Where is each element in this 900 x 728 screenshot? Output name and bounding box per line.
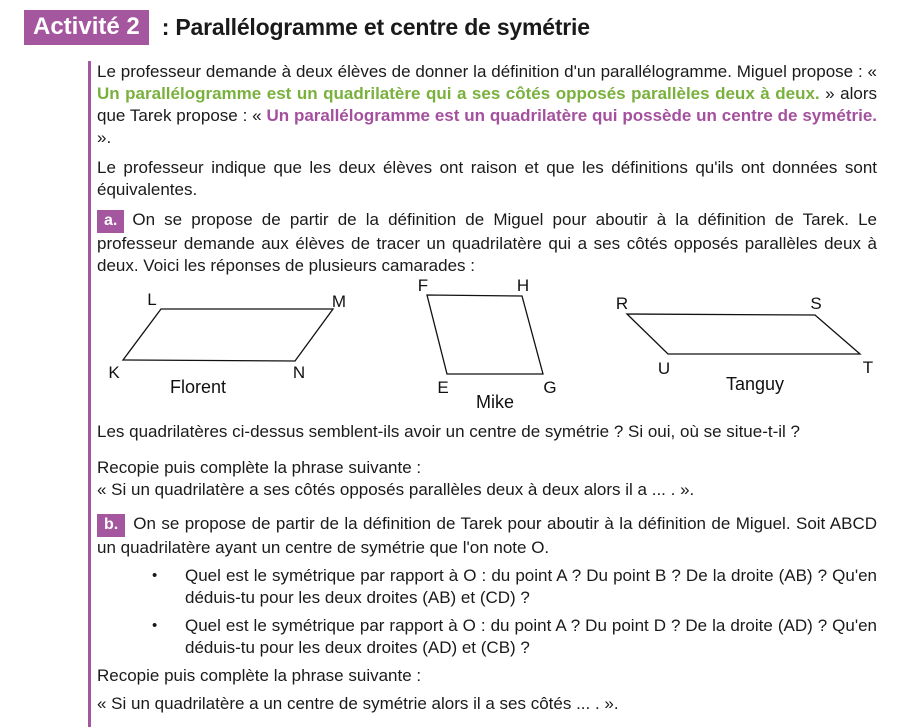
bullet-text-1: Quel est le symétrique par rapport à O : du point A ? Du point B ? De la droite (AB) ? Qu'en déduis-tu pour les deux droites (AB) et (CD) ? (185, 566, 877, 607)
intro-text-after: ». (97, 128, 112, 147)
vertex-label-N: N (292, 363, 306, 382)
vertex-label-E: E (437, 378, 449, 397)
equivalence-paragraph: Le professeur indique que les deux élèves ont raison et que les définitions qu'ils ont données sont équivalentes. (97, 158, 877, 199)
mike-parallelogram (427, 295, 543, 374)
section-a-badge: a. (97, 210, 124, 233)
bullet-icon: • (152, 617, 158, 634)
vertex-label-K: K (108, 363, 120, 382)
vertex-label-T: T (862, 358, 874, 377)
miguel-definition: Un parallélogramme est un quadrilatère qui a ses côtés opposés parallèles deux à deux. (97, 84, 820, 103)
page-title: : Parallélogramme et centre de symétrie (161, 14, 590, 40)
section-b-badge: b. (97, 514, 125, 537)
activity-body (88, 61, 877, 727)
figure-name-tanguy: Tanguy (725, 374, 785, 394)
figure-mike (418, 277, 557, 412)
intro-text-mid: » alors que Tarek propose : « (97, 84, 877, 125)
bullet-item-2 (97, 615, 877, 659)
symmetry-question: Les quadrilatères ci-dessus semblent-ils avoir un centre de symétrie ? Si oui, où se situe-t-il ? (97, 422, 800, 441)
recopie-intro-a: Recopie puis complète la phrase suivante : (97, 458, 422, 477)
recopie-sentence-a: « Si un quadrilatère a ses côtés opposés parallèles deux à deux alors il a ... . ». (97, 480, 695, 499)
vertex-label-S: S (810, 294, 822, 313)
quadrilaterals-figure (97, 277, 877, 415)
bullet-text-2: Quel est le symétrique par rapport à O : du point A ? Du point D ? De la droite (AD) ? Qu'en déduis-tu pour les deux droites (AD) et (CB) ? (185, 616, 877, 657)
section-a-text: On se propose de partir de la définition de Miguel pour aboutir à la définition de Tarek. Le professeur demande aux élèves de tracer un quadrilatère qui a ses côtés opposés parallèles deux à deux. Voici les réponses de plusieurs camarades : (97, 210, 877, 275)
figure-tanguy (616, 294, 873, 394)
section-b-paragraph (97, 513, 877, 559)
figure-name-florent: Florent (169, 377, 227, 397)
vertex-label-U: U (657, 359, 671, 378)
activity-badge: Activité 2 (24, 10, 149, 45)
tarek-definition: Un parallélogramme est un quadrilatère qui possède un centre de symétrie. (266, 106, 877, 125)
bullet-icon: • (152, 567, 158, 584)
vertex-label-M: M (331, 292, 347, 311)
section-b-text: On se propose de partir de la définition de Tarek pour aboutir à la définition de Miguel. Soit ABCD un quadrilatère ayant un centre de symétrie que l'on note O. (97, 514, 877, 557)
florent-parallelogram (123, 309, 333, 361)
section-a-paragraph (97, 209, 877, 277)
intro-text-before: Le professeur demande à deux élèves de donner la définition d'un parallélogramme. Miguel propose : « (97, 62, 877, 81)
recopie-sentence-b: « Si un quadrilatère a un centre de symétrie alors il a ses côtés ... . ». (97, 694, 619, 713)
vertex-label-H: H (516, 277, 530, 295)
activity-header (0, 0, 900, 45)
vertex-label-F: F (417, 277, 429, 295)
bullet-item-1 (97, 565, 877, 609)
recopie-intro-b: Recopie puis complète la phrase suivante : (97, 666, 422, 685)
intro-paragraph (97, 61, 877, 149)
vertex-label-R: R (615, 294, 629, 313)
tanguy-parallelogram (627, 314, 860, 354)
figure-name-mike: Mike (475, 392, 515, 412)
vertex-label-G: G (543, 378, 557, 397)
figure-florent (108, 290, 346, 397)
vertex-label-L: L (147, 290, 157, 309)
